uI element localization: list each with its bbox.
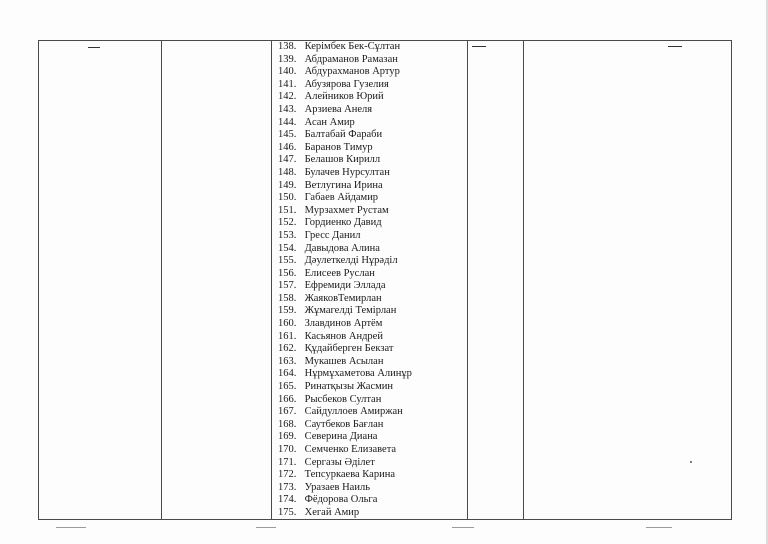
student-name: Ринатқызы Жасмин <box>304 381 394 393</box>
student-name: Жұмагелді Темірлан <box>304 305 397 317</box>
list-item <box>278 79 412 92</box>
row-number: 169. <box>278 431 297 443</box>
list-item <box>278 104 412 117</box>
student-name: Абузярова Гузелия <box>304 78 389 90</box>
list-item <box>278 331 412 344</box>
student-name: Елисеев Руслан <box>304 267 375 279</box>
list-item <box>278 142 412 155</box>
scan-speck <box>690 461 692 463</box>
row-number: 171. <box>278 456 297 468</box>
row-number: 150. <box>278 192 297 204</box>
student-name: Рысбеков Султан <box>304 393 382 405</box>
list-item <box>278 394 412 407</box>
student-name: Северина Диана <box>304 431 378 443</box>
list-item <box>278 205 412 218</box>
row-number: 161. <box>278 330 297 342</box>
list-item <box>278 167 412 180</box>
row-number: 163. <box>278 355 297 367</box>
column-divider-3 <box>467 41 468 519</box>
row-number: 162. <box>278 343 297 355</box>
scan-artifact <box>56 527 86 528</box>
student-name: Тепсуркаева Карина <box>304 469 395 481</box>
student-name: Абдурахманов Артур <box>304 66 400 78</box>
student-name: Хегай Амир <box>304 506 360 518</box>
student-name: Сайдуллоев Амиржан <box>304 406 403 418</box>
list-item <box>278 243 412 256</box>
list-item <box>278 419 412 432</box>
list-item <box>278 381 412 394</box>
list-item <box>278 293 412 306</box>
list-item <box>278 66 412 79</box>
list-item <box>278 54 412 67</box>
student-name: Асан Амир <box>304 116 355 128</box>
list-item <box>278 431 412 444</box>
row-number: 167. <box>278 406 297 418</box>
student-name: Балтабай Фараби <box>304 129 383 141</box>
student-name: Абдраманов Рамазан <box>304 53 398 65</box>
row-number: 143. <box>278 103 297 115</box>
scan-artifact <box>256 527 276 528</box>
student-name: Ветлугина Ирина <box>304 179 383 191</box>
student-name: Гресс Данил <box>304 229 361 241</box>
list-item <box>278 192 412 205</box>
list-item <box>278 305 412 318</box>
list-item <box>278 117 412 130</box>
scan-artifact <box>452 527 474 528</box>
row-number: 166. <box>278 393 297 405</box>
student-name: Арзиева Анеля <box>304 103 373 115</box>
student-name: Дәулеткелді Нұрәділ <box>304 255 398 267</box>
student-name: Нұрмұхаметова Алинұр <box>304 368 412 380</box>
list-item <box>278 280 412 293</box>
student-name: Мурзахмет Рустам <box>304 204 389 216</box>
student-list <box>278 41 412 520</box>
row-number: 152. <box>278 217 297 229</box>
student-name: Злавдинов Артём <box>304 318 383 330</box>
row-number: 159. <box>278 305 297 317</box>
student-name: Сергазы Әділет <box>304 456 375 468</box>
row-number: 164. <box>278 368 297 380</box>
row-number: 147. <box>278 154 297 166</box>
student-name: Мукашев Асылан <box>304 355 384 367</box>
column-divider-2 <box>271 41 272 519</box>
row-number: 151. <box>278 204 297 216</box>
row-number: 170. <box>278 444 297 455</box>
student-name: Гордиенко Давид <box>304 217 382 229</box>
list-item <box>278 91 412 104</box>
row-number: 145. <box>278 129 297 141</box>
student-name: Ефремиди Эллада <box>304 280 386 292</box>
row-number: 174. <box>278 494 297 506</box>
student-name: Фёдорова Ольга <box>304 494 378 506</box>
student-name: Булачев Нурсултан <box>304 166 390 178</box>
row-number: 139. <box>278 53 297 65</box>
row-number: 155. <box>278 255 297 267</box>
student-name: Уразаев Наиль <box>304 481 370 493</box>
student-name: Алейников Юрий <box>304 91 384 103</box>
dash-col-5 <box>668 46 682 47</box>
row-number: 153. <box>278 229 297 241</box>
row-number: 165. <box>278 381 297 393</box>
list-item <box>278 343 412 356</box>
dash-col-1 <box>88 47 100 48</box>
list-item <box>278 482 412 495</box>
row-number: 158. <box>278 292 297 304</box>
row-number: 172. <box>278 469 297 481</box>
row-number: 146. <box>278 141 297 153</box>
list-item <box>278 507 412 520</box>
column-divider-4 <box>523 41 524 519</box>
row-number: 141. <box>278 78 297 90</box>
row-number: 140. <box>278 66 297 78</box>
row-number: 173. <box>278 481 297 493</box>
row-number: 138. <box>278 41 297 52</box>
row-number: 157. <box>278 280 297 292</box>
scan-artifact <box>646 527 672 528</box>
row-number: 156. <box>278 267 297 279</box>
row-number: 160. <box>278 318 297 330</box>
student-name: Касьянов Андрей <box>304 330 383 342</box>
list-item <box>278 217 412 230</box>
row-number: 148. <box>278 166 297 178</box>
student-name: Баранов Тимур <box>304 141 373 153</box>
row-number: 149. <box>278 179 297 191</box>
student-name: Керімбек Бек-Сұлтан <box>304 41 401 52</box>
column-divider-1 <box>161 41 162 519</box>
list-item <box>278 457 412 470</box>
list-item <box>278 268 412 281</box>
row-number: 154. <box>278 242 297 254</box>
list-item <box>278 318 412 331</box>
student-name: ЖаяковТемирлан <box>304 292 382 304</box>
list-item <box>278 469 412 482</box>
student-name: Габаев Айдамир <box>304 192 379 204</box>
student-name: Саутбеков Бағлан <box>304 418 384 430</box>
student-name: Давыдова Алина <box>304 242 380 254</box>
student-name: Белашов Кирилл <box>304 154 381 166</box>
list-item <box>278 41 412 54</box>
list-item <box>278 444 412 457</box>
list-item <box>278 180 412 193</box>
list-item <box>278 129 412 142</box>
list-item <box>278 368 412 381</box>
row-number: 142. <box>278 91 297 103</box>
list-item <box>278 356 412 369</box>
list-item <box>278 154 412 167</box>
list-item <box>278 406 412 419</box>
student-name: Семченко Елизавета <box>304 444 397 455</box>
row-number: 168. <box>278 418 297 430</box>
list-item <box>278 494 412 507</box>
student-name: Құдайберген Бекзат <box>304 343 394 355</box>
dash-col-4 <box>472 46 486 47</box>
row-number: 175. <box>278 506 297 518</box>
list-item <box>278 255 412 268</box>
row-number: 144. <box>278 116 297 128</box>
list-item <box>278 230 412 243</box>
